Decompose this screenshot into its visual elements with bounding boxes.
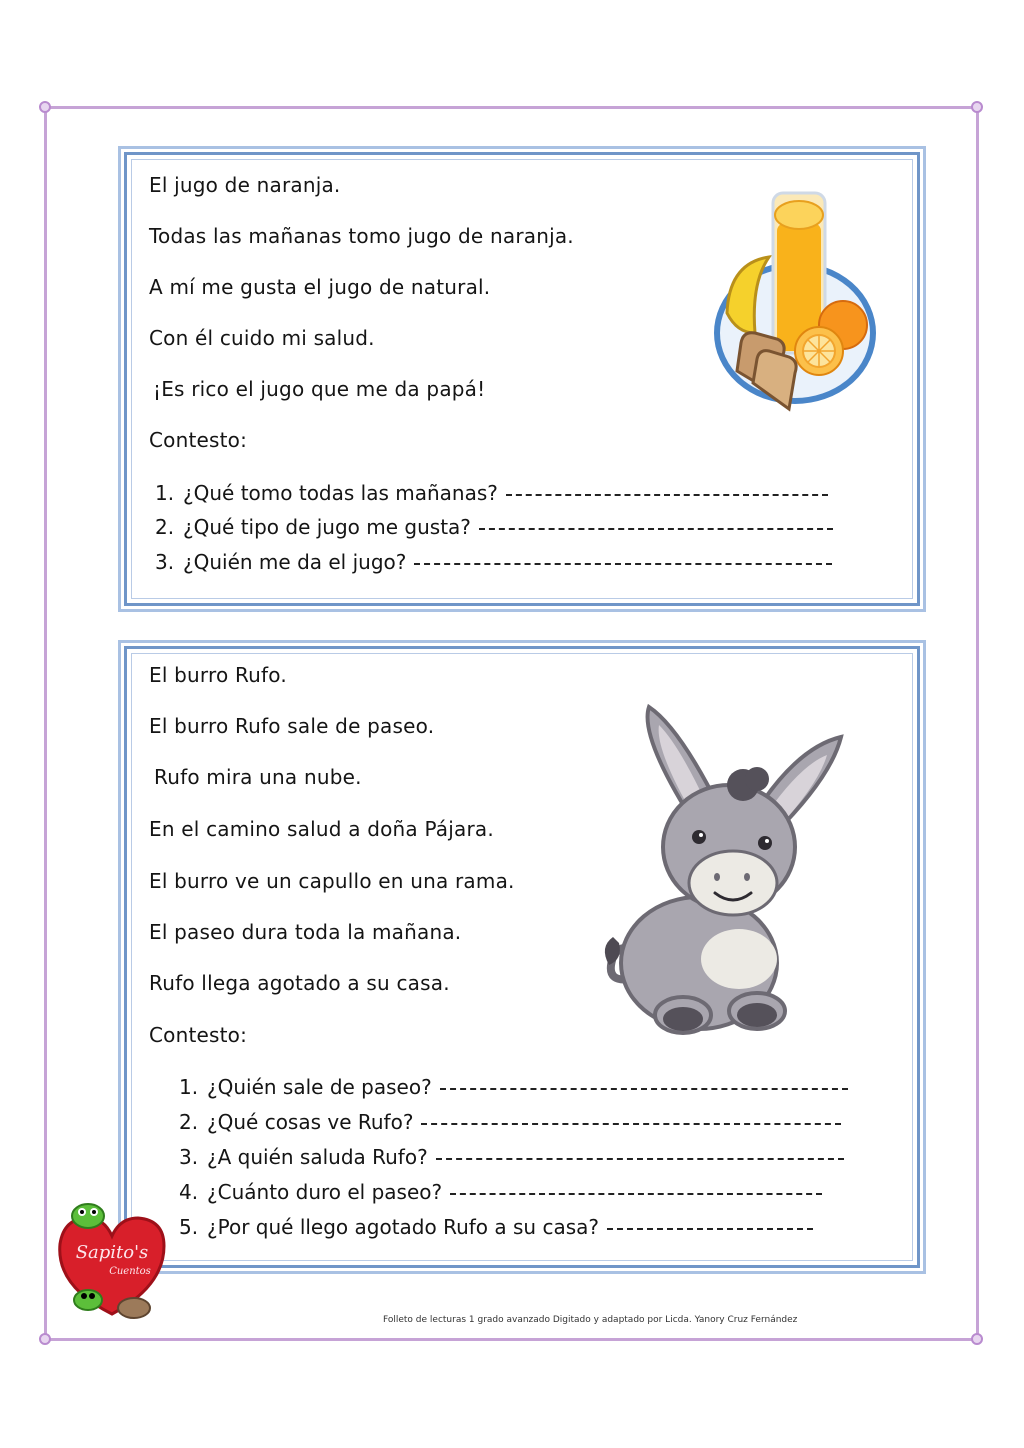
orange-juice-breakfast-illustration (707, 183, 877, 433)
logo-text: Sapito's (75, 1242, 149, 1263)
frame-left (44, 106, 47, 1340)
contesto-label: Contesto: (149, 1023, 248, 1047)
contesto-label: Contesto: (149, 428, 248, 452)
story-line: Todas las mañanas tomo jugo de naranja. (149, 224, 574, 248)
story-line: A mí me gusta el jugo de natural. (149, 275, 491, 299)
answer-blank[interactable] (506, 493, 828, 496)
story-line: En el camino salud a doña Pájara. (149, 817, 494, 841)
question-text: ¿Cuánto duro el paseo? (207, 1180, 443, 1204)
question-text: ¿A quién saluda Rufo? (207, 1145, 428, 1169)
story-line: El paseo dura toda la mañana. (149, 920, 462, 944)
reading-card-donkey (124, 646, 920, 1268)
svg-text:Cuentos: Cuentos (109, 1266, 151, 1277)
question-text: ¿Por qué llego agotado Rufo a su casa? (207, 1215, 600, 1239)
question-row[interactable] (179, 1180, 822, 1204)
answer-blank[interactable] (607, 1227, 813, 1230)
donkey-illustration (579, 697, 859, 1047)
question-row[interactable] (179, 1145, 844, 1169)
footer-credit: Folleto de lecturas 1 grado avanzado Digitado y adaptado por Licda. Yanory Cruz Fernández (383, 1315, 798, 1325)
answer-blank[interactable] (414, 562, 832, 565)
question-number: 2. (179, 1110, 199, 1134)
question-row[interactable] (179, 1110, 841, 1134)
answer-blank[interactable] (479, 527, 833, 530)
story-line: Rufo llega agotado a su casa. (149, 971, 450, 995)
answer-blank[interactable] (440, 1087, 848, 1090)
story-title: El jugo de naranja. (149, 173, 341, 197)
frame-corner-dot (971, 101, 983, 113)
frame-corner-dot (39, 1333, 51, 1345)
question-number: 4. (179, 1180, 199, 1204)
frame-corner-dot (39, 101, 51, 113)
question-text: ¿Quién me da el jugo? (183, 550, 407, 574)
question-text: ¿Qué tomo todas las mañanas? (183, 481, 498, 505)
story-line: El burro Rufo sale de paseo. (149, 714, 435, 738)
question-number: 3. (179, 1145, 199, 1169)
question-number: 1. (179, 1075, 199, 1099)
story-title: El burro Rufo. (149, 663, 287, 687)
story-line: Con él cuido mi salud. (149, 326, 375, 350)
frame-bottom (46, 1338, 978, 1341)
question-number: 5. (179, 1215, 199, 1239)
question-text: ¿Qué tipo de jugo me gusta? (183, 515, 471, 539)
question-row[interactable] (155, 550, 832, 574)
sapitos-logo (52, 1196, 172, 1326)
question-number: 3. (155, 550, 175, 574)
question-row[interactable] (155, 515, 833, 539)
frame-right (976, 106, 979, 1340)
question-row[interactable] (155, 481, 828, 505)
story-line: El burro ve un capullo en una rama. (149, 869, 515, 893)
question-text: ¿Qué cosas ve Rufo? (207, 1110, 414, 1134)
answer-blank[interactable] (436, 1157, 844, 1160)
story-line: Rufo mira una nube. (154, 765, 362, 789)
question-row[interactable] (179, 1215, 813, 1239)
answer-blank[interactable] (450, 1192, 822, 1195)
question-row[interactable] (179, 1075, 848, 1099)
question-text: ¿Quién sale de paseo? (207, 1075, 432, 1099)
story-line: ¡Es rico el jugo que me da papá! (153, 377, 486, 401)
reading-card-orange-juice (124, 152, 920, 606)
answer-blank[interactable] (421, 1122, 841, 1125)
question-number: 2. (155, 515, 175, 539)
frame-top (46, 106, 978, 109)
question-number: 1. (155, 481, 175, 505)
frame-corner-dot (971, 1333, 983, 1345)
